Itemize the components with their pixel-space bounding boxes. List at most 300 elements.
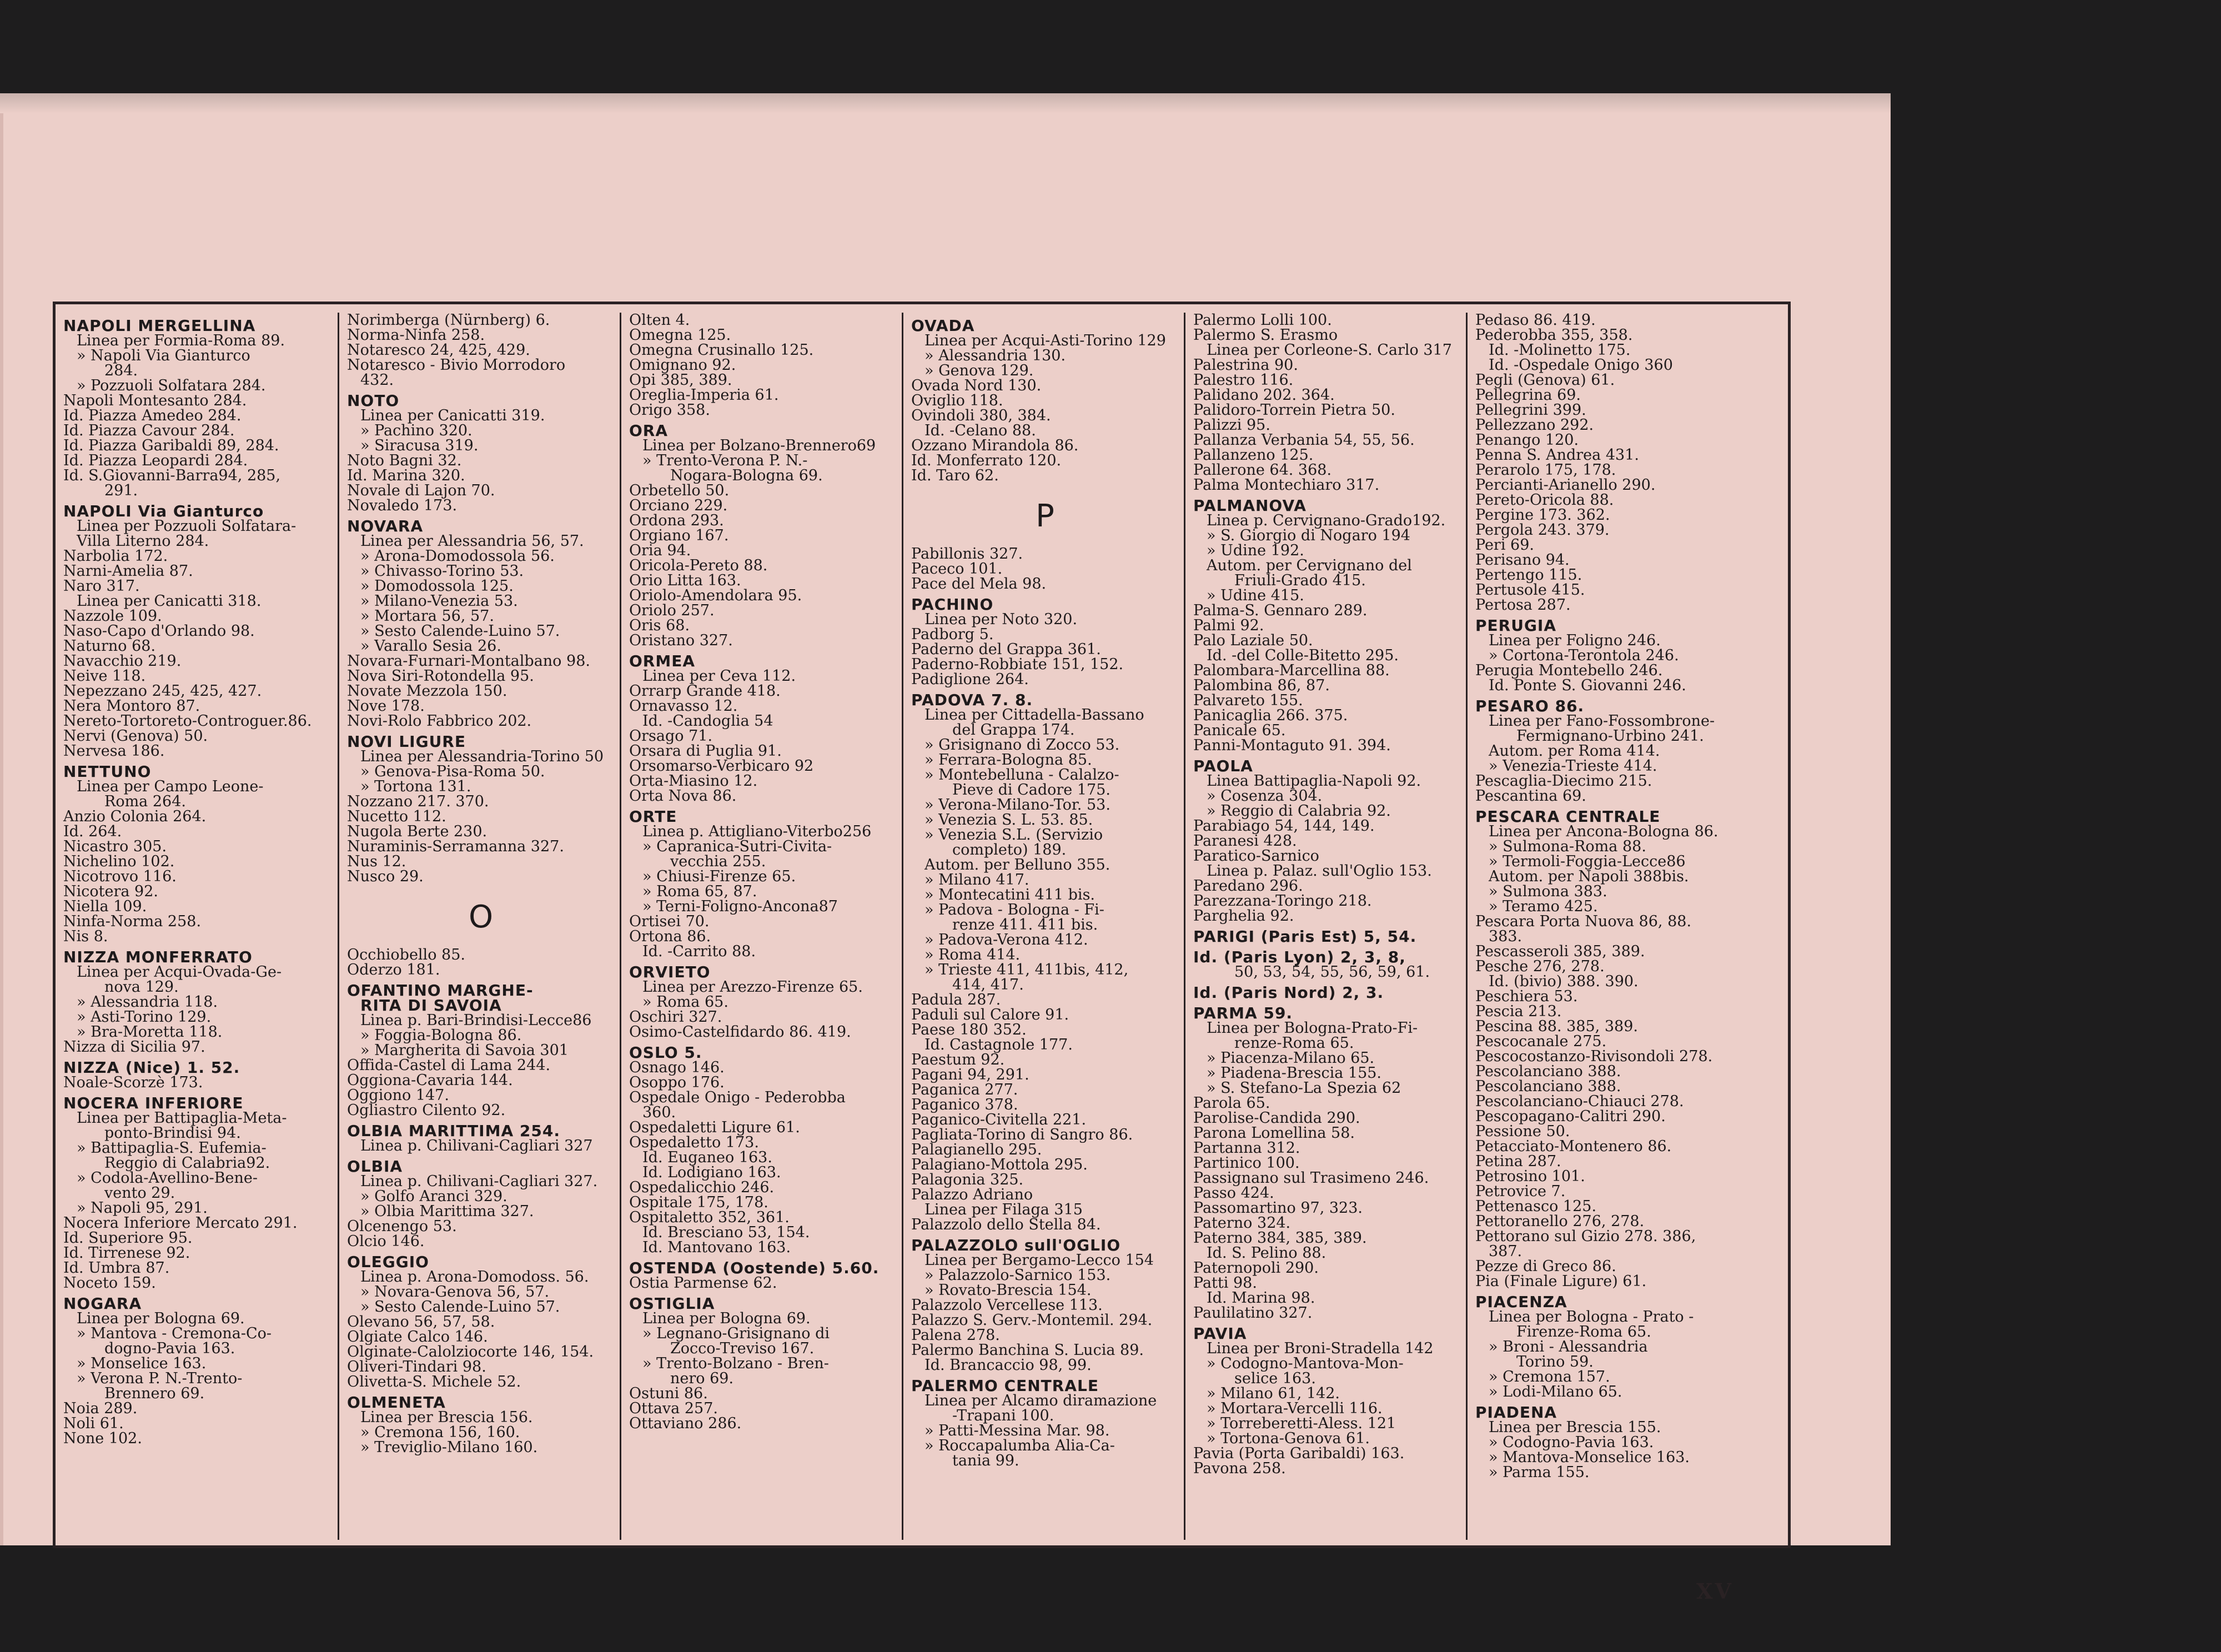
- index-entry: Noia 289.: [63, 1400, 138, 1417]
- index-entry: » Milano 61, 142.: [1207, 1385, 1340, 1402]
- index-entry: Paderno del Grappa 361.: [911, 641, 1101, 658]
- index-entry: Olcenengo 53.: [347, 1218, 457, 1235]
- index-entry: » Milano 417.: [924, 871, 1029, 888]
- index-entry: Pereto-Oricola 88.: [1475, 491, 1614, 509]
- index-entry: vento 29.: [104, 1184, 175, 1202]
- index-entry: Oriolo 257.: [629, 602, 715, 619]
- index-entry: » Bra-Moretta 118.: [77, 1023, 223, 1041]
- entry-heading: OLEGGIO: [347, 1253, 429, 1271]
- index-entry: Linea per Foligno 246.: [1489, 632, 1661, 649]
- index-entry: Novale di Lajon 70.: [347, 482, 495, 499]
- index-entry: » Pachino 320.: [360, 422, 473, 439]
- index-entry: Neive 118.: [63, 667, 146, 685]
- index-entry: Pertusole 415.: [1475, 581, 1585, 599]
- index-entry: Id. (bivio) 388. 390.: [1489, 973, 1639, 990]
- index-entry: Oliveri-Tindari 98.: [347, 1358, 486, 1375]
- index-entry: Ospedalicchio 246.: [629, 1179, 775, 1196]
- index-entry: » Udine 192.: [1207, 542, 1304, 559]
- index-entry: » Teramo 425.: [1489, 898, 1598, 915]
- index-entry: dogno-Pavia 163.: [104, 1340, 235, 1357]
- index-entry: » Piacenza-Milano 65.: [1207, 1050, 1375, 1067]
- index-entry: Naso-Capo d'Orlando 98.: [63, 622, 255, 640]
- index-entry: Palombara-Marcellina 88.: [1193, 662, 1390, 679]
- index-entry: Notaresco 24, 425, 429.: [347, 342, 530, 359]
- index-entry: Linea per Alessandria 56, 57.: [360, 533, 584, 550]
- index-entry: » Udine 415.: [1207, 587, 1304, 604]
- index-entry: 414, 417.: [952, 976, 1024, 993]
- index-entry: » Treviglio-Milano 160.: [360, 1439, 538, 1456]
- page-number: XV: [1696, 1579, 1733, 1604]
- index-entry: Linea per Corleone-S. Carlo 317: [1207, 342, 1452, 359]
- index-entry: Orgiano 167.: [629, 527, 729, 544]
- index-entry: Roma 264.: [104, 793, 186, 810]
- index-entry: Pescantina 69.: [1475, 787, 1586, 805]
- index-entry: » Chiusi-Firenze 65.: [642, 868, 796, 885]
- index-entry: Autom. per Cervignano del: [1207, 557, 1412, 574]
- index-entry: Navacchio 219.: [63, 652, 182, 670]
- index-entry: Orta Nova 86.: [629, 787, 737, 805]
- entry-heading: ORMEA: [629, 652, 696, 670]
- index-entry: Olcio 146.: [347, 1233, 425, 1250]
- index-entry: Novara-Furnari-Montalbano 98.: [347, 652, 590, 670]
- index-entry: Ospedaletto 173.: [629, 1134, 759, 1151]
- entry-heading: ORTE: [629, 807, 677, 826]
- index-entry: » Genova-Pisa-Roma 50.: [360, 763, 545, 780]
- index-entry: » Margherita di Savoia 301: [360, 1042, 569, 1059]
- index-entry: Palagiano-Mottola 295.: [911, 1156, 1088, 1173]
- index-entry: Pescolanciano 388.: [1475, 1063, 1621, 1080]
- index-entry: Naro 317.: [63, 578, 140, 595]
- index-entry: » S. Stefano-La Spezia 62: [1207, 1079, 1401, 1097]
- index-entry: Oggiona-Cavaria 144.: [347, 1072, 513, 1089]
- index-entry: Linea per Noto 320.: [924, 611, 1078, 628]
- index-entry: Id. Mantovano 163.: [642, 1239, 791, 1256]
- index-entry: Id. Taro 62.: [911, 467, 999, 484]
- index-entry: Oviglio 118.: [911, 392, 1003, 409]
- index-entry: Panicale 65.: [1193, 722, 1286, 739]
- index-entry: Pescaglia-Diecimo 215.: [1475, 772, 1652, 790]
- entry-heading: NOGARA: [63, 1294, 142, 1313]
- index-entry: Id. 264.: [63, 823, 122, 840]
- entry-heading: NOVARA: [347, 517, 424, 535]
- entry-heading: PALERMO CENTRALE: [911, 1377, 1099, 1395]
- index-entry: Palma-S. Gennaro 289.: [1193, 602, 1368, 619]
- index-entry: Pieve di Cadore 175.: [952, 781, 1110, 799]
- index-entry: Linea p. Chilivani-Cagliari 327.: [360, 1173, 598, 1190]
- index-entry: » Codogno-Pavia 163.: [1489, 1434, 1654, 1451]
- index-entry: Linea per Alcamo diramazione: [924, 1392, 1157, 1409]
- index-entry: Firenze-Roma 65.: [1516, 1323, 1651, 1340]
- index-entry: Pergine 173. 362.: [1475, 506, 1610, 524]
- index-entry: Notaresco - Bivio Morrodoro: [347, 356, 566, 374]
- index-entry: Palvareto 155.: [1193, 692, 1303, 709]
- index-entry: Nepezzano 245, 425, 427.: [63, 682, 262, 700]
- index-entry: Pescina 88. 385, 389.: [1475, 1018, 1638, 1035]
- index-entry: » Cremona 156, 160.: [360, 1424, 520, 1441]
- entry-heading: PESARO 86.: [1475, 697, 1585, 715]
- index-entry: » Sulmona 383.: [1489, 883, 1607, 900]
- index-entry: completo) 189.: [952, 841, 1067, 858]
- index-entry: Penna S. Andrea 431.: [1475, 446, 1639, 464]
- index-entry: Linea per Bergamo-Lecco 154: [924, 1252, 1154, 1269]
- entry-heading: NOVI LIGURE: [347, 732, 466, 751]
- index-entry: Ostuni 86.: [629, 1385, 708, 1402]
- entry-heading: OSTENDA (Oostende) 5.60.: [629, 1259, 880, 1277]
- index-entry: » S. Giorgio di Nogaro 194: [1207, 527, 1410, 544]
- index-entry: Olgiate Calco 146.: [347, 1328, 488, 1345]
- index-entry: Nozzano 217. 370.: [347, 793, 489, 810]
- index-entry: del Grappa 174.: [952, 721, 1075, 739]
- index-entry: Palermo Lolli 100.: [1193, 313, 1332, 329]
- index-entry: Pagliata-Torino di Sangro 86.: [911, 1126, 1133, 1143]
- index-entry: » Roma 65, 87.: [642, 883, 757, 900]
- index-entry: Linea Battipaglia-Napoli 92.: [1207, 772, 1421, 790]
- index-entry: Nove 178.: [347, 697, 425, 715]
- index-entry: Offida-Castel di Lama 244.: [347, 1057, 551, 1074]
- index-entry: Linea per Arezzo-Firenze 65.: [642, 978, 863, 996]
- entry-heading: OLMENETA: [347, 1393, 446, 1412]
- index-entry: » Sesto Calende-Luino 57.: [360, 1298, 560, 1315]
- index-entry: Pallanza Verbania 54, 55, 56.: [1193, 431, 1415, 449]
- index-entry: » Roma 65.: [642, 993, 728, 1011]
- index-entry: » Roma 414.: [924, 946, 1021, 963]
- index-entry: Omegna 125.: [629, 327, 731, 344]
- index-entry: Panni-Montaguto 91. 394.: [1193, 737, 1391, 754]
- entry-heading: PIADENA: [1475, 1403, 1557, 1422]
- index-entry: Oderzo 181.: [347, 961, 440, 978]
- index-entry: Ornavasso 12.: [629, 697, 738, 715]
- index-entry: Ozzano Mirandola 86.: [911, 437, 1079, 454]
- index-entry: Linea per Ceva 112.: [642, 667, 796, 685]
- index-entry: Nervesa 186.: [63, 742, 165, 760]
- index-entry: » Venezia-Trieste 414.: [1489, 757, 1657, 775]
- index-entry: » Legnano-Grisignano di: [642, 1325, 830, 1342]
- index-entry: Id. Tirrenese 92.: [63, 1244, 190, 1262]
- index-entry: » Alessandria 130.: [924, 347, 1066, 364]
- entry-heading: RITA DI SAVOIA: [360, 996, 502, 1015]
- index-entry: Ovindoli 380, 384.: [911, 407, 1051, 424]
- entry-heading: PACHINO: [911, 595, 994, 614]
- index-entry: Oreglia-Imperia 61.: [629, 386, 779, 404]
- index-entry: nero 69.: [670, 1370, 734, 1387]
- index-entry: Nus 12.: [347, 853, 406, 870]
- index-entry: Linea per Filaga 315: [924, 1201, 1083, 1218]
- index-entry: Paganico 378.: [911, 1096, 1018, 1113]
- index-entry: Pesche 276, 278.: [1475, 958, 1605, 975]
- index-entry: Omegna Crusinallo 125.: [629, 342, 814, 359]
- index-entry: Linea per Cittadella-Bassano: [924, 706, 1144, 724]
- index-entry: » Venezia S.L. (Servizio: [924, 826, 1103, 843]
- index-entry: » Venezia S. L. 53. 85.: [924, 811, 1093, 828]
- index-entry: Parghelia 92.: [1193, 907, 1294, 925]
- index-entry: Naturno 68.: [63, 637, 156, 655]
- index-entry: Opi 385, 389.: [629, 371, 732, 389]
- index-entry: renze-Roma 65.: [1234, 1035, 1354, 1052]
- index-entry: Linea per Canicatti 318.: [77, 592, 262, 610]
- index-entry: Novi-Rolo Fabbrico 202.: [347, 712, 532, 730]
- entry-heading: NIZZA (Nice) 1. 52.: [63, 1058, 240, 1077]
- index-entry: Paceco 101.: [911, 560, 1003, 578]
- index-entry: Peri 69.: [1475, 536, 1534, 554]
- index-entry: Noceto 159.: [63, 1274, 156, 1292]
- index-entry: Percianti-Arianello 290.: [1475, 476, 1656, 494]
- index-entry: Nazzole 109.: [63, 607, 162, 625]
- index-entry: Olginate-Calolziocorte 146, 154.: [347, 1343, 594, 1360]
- index-entry: Pessione 50.: [1475, 1123, 1570, 1140]
- index-entry: Linea per Broni-Stradella 142: [1207, 1340, 1434, 1357]
- index-entry: Id. Superiore 95.: [63, 1229, 193, 1247]
- index-entry: Pescopagano-Calitri 290.: [1475, 1108, 1666, 1125]
- index-entry: Ospitaletto 352, 361.: [629, 1209, 790, 1226]
- index-entry: Palmi 92.: [1193, 617, 1264, 634]
- index-entry: Paganica 277.: [911, 1081, 1018, 1098]
- index-entry: » Termoli-Foggia-Lecce86: [1489, 853, 1686, 870]
- index-entry: Id. -Molinetto 175.: [1489, 342, 1631, 359]
- index-entry: Ovada Nord 130.: [911, 377, 1042, 394]
- index-entry: Olevano 56, 57, 58.: [347, 1313, 495, 1330]
- index-entry: Pertosa 287.: [1475, 596, 1571, 614]
- index-entry: » Palazzolo-Sarnico 153.: [924, 1267, 1111, 1284]
- index-entry: Paterno 324.: [1193, 1214, 1291, 1232]
- index-entry: Palena 278.: [911, 1327, 1000, 1344]
- index-entry: Occhiobello 85.: [347, 946, 465, 963]
- index-entry: Oschiri 327.: [629, 1008, 722, 1026]
- index-entry: Palma Montechiaro 317.: [1193, 476, 1380, 494]
- index-entry: Orsara di Puglia 91.: [629, 742, 782, 760]
- index-entry: Paduli sul Calore 91.: [911, 1006, 1069, 1023]
- entry-heading: NAPOLI Via Gianturco: [63, 502, 264, 520]
- index-entry: » Cremona 157.: [1489, 1368, 1610, 1385]
- index-entry: Osoppo 176.: [629, 1074, 725, 1091]
- index-entry: None 102.: [63, 1430, 142, 1447]
- index-entry: Pagani 94, 291.: [911, 1066, 1029, 1083]
- index-entry: » Napoli 95, 291.: [77, 1199, 208, 1217]
- index-entry: Nucetto 112.: [347, 808, 446, 825]
- section-letter: P: [1036, 498, 1054, 534]
- index-entry: Novaledo 173.: [347, 497, 458, 514]
- index-entry: » Tortona-Genova 61.: [1207, 1430, 1370, 1447]
- index-entry: » Reggio di Calabria 92.: [1207, 802, 1391, 820]
- index-entry: Orsomarso-Verbicaro 92: [629, 757, 814, 775]
- index-entry: » Montebelluna - Calalzo-: [924, 766, 1119, 784]
- index-entry: Pallanzeno 125.: [1193, 446, 1314, 464]
- index-entry: Id. Brancaccio 98, 99.: [924, 1357, 1092, 1374]
- entry-heading: OSTIGLIA: [629, 1294, 715, 1313]
- index-column-2: [338, 313, 618, 1540]
- index-entry: Pescocanale 275.: [1475, 1033, 1607, 1050]
- index-table: [53, 302, 1791, 1548]
- index-entry: » Codogno-Mantova-Mon-: [1207, 1355, 1404, 1372]
- index-entry: Parola 65.: [1193, 1094, 1270, 1112]
- index-entry: Id. -Ospedale Onigo 360: [1489, 356, 1673, 374]
- index-entry: Linea per Acqui-Asti-Torino 129: [924, 332, 1166, 349]
- index-entry: Pettenasco 125.: [1475, 1198, 1597, 1215]
- index-entry: Nereto-Tortoreto-Controguer.86.: [63, 712, 312, 730]
- index-entry: Linea per Ancona-Bologna 86.: [1489, 823, 1718, 840]
- index-entry: » Mortara-Vercelli 116.: [1207, 1400, 1383, 1417]
- index-entry: Pertengo 115.: [1475, 566, 1582, 584]
- index-entry: » Alessandria 118.: [77, 993, 218, 1011]
- index-entry: Nova Siri-Rotondella 95.: [347, 667, 534, 685]
- index-entry: Id. -Carrito 88.: [642, 943, 756, 960]
- index-entry: » Sesto Calende-Luino 57.: [360, 622, 560, 640]
- index-entry: Oggiono 147.: [347, 1087, 449, 1104]
- index-entry: 284.: [104, 362, 138, 379]
- index-entry: » Roccapalumba Alia-Ca-: [924, 1437, 1115, 1454]
- index-entry: Linea per Pozzuoli Solfatara-: [77, 518, 297, 535]
- index-entry: Oria 94.: [629, 542, 691, 559]
- index-entry: Linea p. Chilivani-Cagliari 327: [360, 1137, 593, 1154]
- index-entry: » Padova-Verona 412.: [924, 931, 1088, 948]
- index-entry: Linea p. Palaz. sull'Oglio 153.: [1207, 862, 1432, 880]
- index-entry: Pabillonis 327.: [911, 545, 1023, 563]
- index-entry: » Broni - Alessandria: [1489, 1338, 1648, 1355]
- index-entry: Paranesi 428.: [1193, 832, 1297, 850]
- index-entry: Niella 109.: [63, 898, 147, 915]
- index-entry: Pergola 243. 379.: [1475, 521, 1610, 539]
- index-entry: Novate Mezzola 150.: [347, 682, 507, 700]
- index-entry: » Arona-Domodossola 56.: [360, 548, 555, 565]
- index-entry: Omignano 92.: [629, 356, 736, 374]
- index-entry: Padiglione 264.: [911, 671, 1029, 688]
- index-entry: 360.: [642, 1104, 676, 1121]
- index-entry: » Mantova - Cremona-Co-: [77, 1325, 272, 1342]
- index-entry: Palombina 86, 87.: [1193, 677, 1330, 694]
- index-entry: Id. Piazza Amedeo 284.: [63, 407, 242, 424]
- index-entry: » Verona-Milano-Tor. 53.: [924, 796, 1110, 814]
- index-entry: Pescolanciano-Chiauci 278.: [1475, 1093, 1684, 1110]
- entry-heading: OFANTINO MARGHE-: [347, 981, 534, 1000]
- index-entry: Orbetello 50.: [629, 482, 730, 499]
- index-entry: Id. Euganeo 163.: [642, 1149, 772, 1166]
- entry-heading: PADOVA 7. 8.: [911, 691, 1033, 709]
- index-entry: Linea per Canicatti 319.: [360, 407, 545, 424]
- index-entry: Nocera Inferiore Mercato 291.: [63, 1214, 298, 1232]
- index-entry: » Terni-Foligno-Ancona87: [642, 898, 838, 915]
- index-entry: Id. -Celano 88.: [924, 422, 1036, 439]
- index-entry: Nicastro 305.: [63, 838, 167, 855]
- index-entry: Ninfa-Norma 258.: [63, 913, 202, 930]
- index-entry: Linea per Bologna 69.: [77, 1310, 245, 1327]
- index-entry: Linea per Bologna-Prato-Fi-: [1207, 1020, 1418, 1037]
- index-entry: Ottaviano 286.: [629, 1415, 742, 1432]
- index-entry: Nicotera 92.: [63, 883, 158, 900]
- index-entry: Paderno-Robbiate 151, 152.: [911, 656, 1124, 673]
- index-entry: Palermo Banchina S. Lucia 89.: [911, 1342, 1144, 1359]
- index-entry: Passo 424.: [1193, 1184, 1274, 1202]
- index-entry: Oris 68.: [629, 617, 690, 634]
- index-entry: Penango 120.: [1475, 431, 1579, 449]
- index-entry: -Trapani 100.: [952, 1407, 1054, 1424]
- index-entry: nova 129.: [104, 978, 179, 996]
- index-entry: Linea p. Bari-Brindisi-Lecce86: [360, 1012, 592, 1029]
- index-entry: Narni-Amelia 87.: [63, 563, 193, 580]
- index-entry: Nicotrovo 116.: [63, 868, 177, 885]
- index-entry: Palidano 202. 364.: [1193, 386, 1335, 404]
- index-entry: Nichelino 102.: [63, 853, 175, 870]
- index-entry: Linea per Brescia 156.: [360, 1409, 533, 1426]
- index-entry: Parona Lomellina 58.: [1193, 1124, 1355, 1142]
- entry-heading: NOTO: [347, 391, 400, 410]
- index-entry: » Verona P. N.-Trento-: [77, 1370, 243, 1387]
- index-entry: Orrarp Grande 418.: [629, 682, 781, 700]
- index-entry: » Chivasso-Torino 53.: [360, 563, 524, 580]
- entry-heading: PALMANOVA: [1193, 496, 1307, 515]
- index-entry: Orta-Miasino 12.: [629, 772, 758, 790]
- index-entry: » Padova - Bologna - Fi-: [924, 901, 1104, 918]
- index-entry: » Lodi-Milano 65.: [1489, 1383, 1622, 1400]
- index-entry: Paulilatino 327.: [1193, 1304, 1313, 1322]
- index-entry: » Montecatini 411 bis.: [924, 886, 1096, 903]
- index-entry: Osnago 146.: [629, 1059, 725, 1076]
- index-entry: Id. Piazza Leopardi 284.: [63, 452, 248, 469]
- index-entry: » Trieste 411, 411bis, 412,: [924, 961, 1129, 978]
- index-column-4: [902, 313, 1182, 1540]
- index-entry: Linea per Bolzano-Brennero69: [642, 437, 876, 454]
- index-entry: Pescolanciano 388.: [1475, 1078, 1621, 1095]
- index-entry: Pellegrina 69.: [1475, 386, 1581, 404]
- index-entry: Nervi (Genova) 50.: [63, 727, 208, 745]
- entry-heading: PIACENZA: [1475, 1293, 1567, 1311]
- index-entry: Ostia Parmense 62.: [629, 1274, 777, 1292]
- index-entry: Palazzolo dello Stella 84.: [911, 1216, 1101, 1233]
- index-entry: Ogliastro Cilento 92.: [347, 1102, 506, 1119]
- index-entry: Palermo S. Erasmo: [1193, 327, 1338, 344]
- index-entry: Partinico 100.: [1193, 1154, 1300, 1172]
- index-entry: » Grisignano di Zocco 53.: [924, 736, 1120, 754]
- index-entry: Pegli (Genova) 61.: [1475, 371, 1615, 389]
- index-entry: 291.: [104, 482, 138, 499]
- index-entry: Padula 287.: [911, 991, 1001, 1008]
- index-entry: Olten 4.: [629, 313, 690, 329]
- index-entry: Palidoro-Torrein Pietra 50.: [1193, 401, 1395, 419]
- index-entry: » Cortona-Terontola 246.: [1489, 647, 1679, 664]
- entry-heading: Id. (Paris Lyon) 2, 3, 8,: [1193, 948, 1406, 966]
- entry-heading: NIZZA MONFERRATO: [63, 948, 253, 966]
- index-entry: Autom. per Roma 414.: [1489, 742, 1660, 760]
- index-entry: Ortisei 70.: [629, 913, 710, 930]
- index-entry: Reggio di Calabria92.: [104, 1154, 270, 1172]
- index-entry: Id. Umbra 87.: [63, 1259, 170, 1277]
- index-entry: Padborg 5.: [911, 626, 994, 643]
- index-entry: Parolise-Candida 290.: [1193, 1109, 1360, 1127]
- index-entry: Noale-Scorzè 173.: [63, 1074, 203, 1091]
- index-entry: Ospitale 175, 178.: [629, 1194, 768, 1211]
- index-entry: Oriolo-Amendolara 95.: [629, 587, 802, 604]
- index-entry: » Siracusa 319.: [360, 437, 479, 454]
- index-entry: Nizza di Sicilia 97.: [63, 1038, 205, 1056]
- index-entry: Linea per Alessandria-Torino 50: [360, 748, 604, 765]
- index-entry: Linea per Fano-Fossombrone-: [1489, 712, 1715, 730]
- index-entry: Oristano 327.: [629, 632, 733, 649]
- index-entry: Origo 358.: [629, 401, 710, 419]
- entry-heading: NAPOLI MERGELLINA: [63, 317, 256, 335]
- index-entry: Pescia 213.: [1475, 1003, 1562, 1020]
- index-entry: Pezze di Greco 86.: [1475, 1258, 1616, 1275]
- index-entry: Petrosino 101.: [1475, 1168, 1585, 1185]
- index-entry: Paterno 384, 385, 389.: [1193, 1229, 1367, 1247]
- index-entry: Palazzo S. Gerv.-Montemil. 294.: [911, 1312, 1153, 1329]
- index-entry: » Foggia-Bologna 86.: [360, 1027, 522, 1044]
- index-entry: Narbolia 172.: [63, 548, 168, 565]
- index-entry: Osimo-Castelfidardo 86. 419.: [629, 1023, 851, 1041]
- index-entry: Id. Bresciano 53, 154.: [642, 1224, 810, 1241]
- index-entry: » Monselice 163.: [77, 1355, 207, 1372]
- index-entry: Autom. per Belluno 355.: [924, 856, 1110, 873]
- index-entry: Palagonia 325.: [911, 1171, 1024, 1188]
- index-entry: Norma-Ninfa 258.: [347, 327, 485, 344]
- index-entry: tania 99.: [952, 1452, 1019, 1469]
